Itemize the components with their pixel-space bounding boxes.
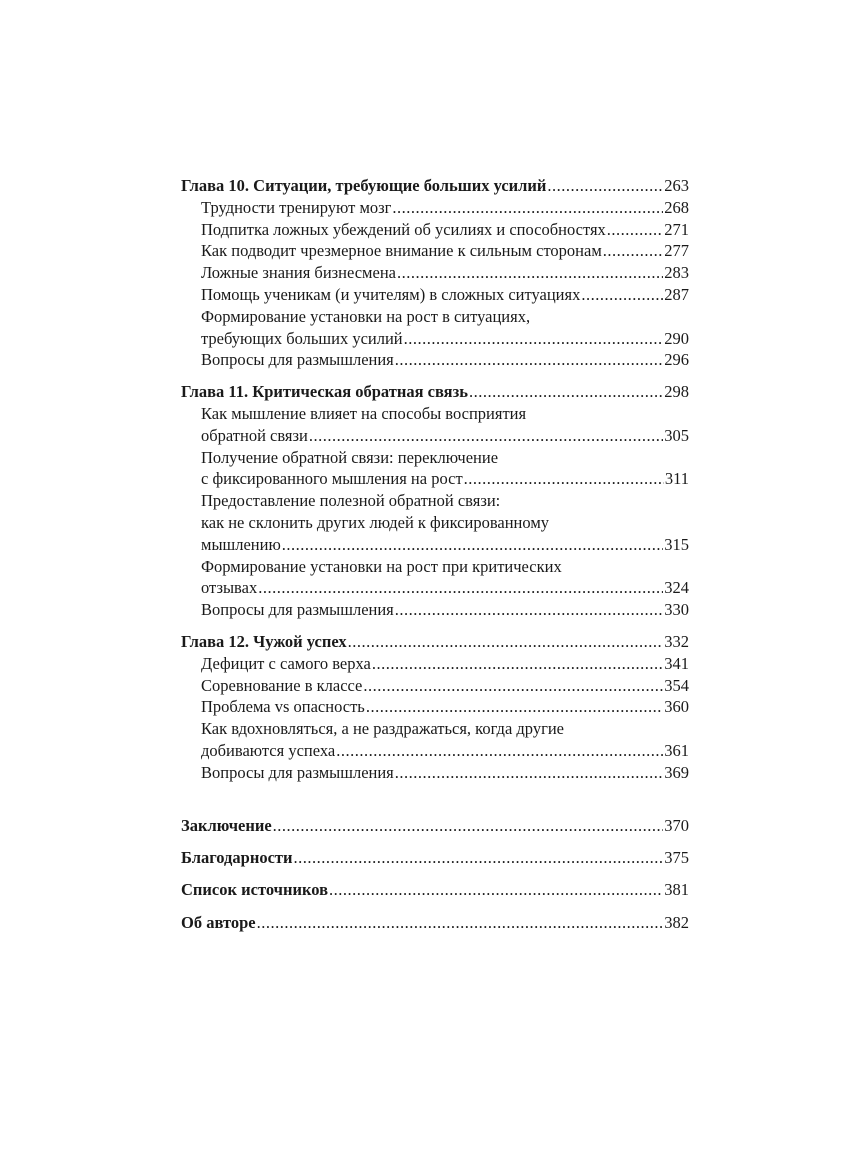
toc-entry-title-line: Как мышление влияет на способы восприятия	[201, 403, 527, 423]
toc-entry[interactable]	[181, 740, 689, 762]
toc-entry-continued-line[interactable]	[181, 447, 689, 469]
toc-back-acknowledgements[interactable]	[181, 847, 689, 869]
toc-entry[interactable]	[181, 577, 689, 599]
toc-page-number: 298	[664, 382, 689, 402]
toc-entry-title: Ложные знания бизнесмена	[201, 263, 396, 283]
toc-leader-dots	[294, 847, 664, 869]
toc-entry-title: Вопросы для размышления	[201, 762, 394, 782]
toc-chapter-11[interactable]	[181, 381, 689, 403]
toc-leader-dots	[547, 175, 663, 197]
toc-entry-title: Соревнование в классе	[201, 675, 363, 695]
toc-chapter-title: Список источников	[181, 880, 329, 900]
toc-page-number: 354	[664, 675, 689, 695]
toc-page-number: 305	[664, 425, 689, 445]
toc-entry-title-line: Предоставление полезной обратной связи:	[201, 491, 501, 511]
spacer	[181, 901, 689, 912]
toc-page-number: 332	[664, 631, 689, 651]
toc-entry-continued-line[interactable]	[181, 490, 689, 512]
toc-page-number: 330	[664, 600, 689, 620]
toc-entry-title: Помощь ученикам (и учителям) в сложных ситуациях	[201, 284, 581, 304]
toc-entry[interactable]	[181, 762, 689, 784]
toc-chapter-title: Заключение	[181, 815, 272, 835]
toc-page-number: 263	[664, 176, 689, 195]
spacer	[181, 371, 689, 381]
toc-leader-dots	[404, 328, 664, 350]
table-of-contents	[181, 175, 689, 933]
toc-leader-dots	[273, 815, 664, 837]
toc-entry-title-line: Как вдохновляться, а не раздражаться, когда другие	[201, 719, 564, 739]
toc-page-number: 287	[664, 284, 689, 304]
toc-entry-title-line: Формирование установки на рост в ситуациях,	[201, 306, 531, 326]
toc-leader-dots	[282, 534, 663, 556]
toc-chapter-12[interactable]	[181, 631, 689, 653]
toc-leader-dots	[258, 577, 663, 599]
toc-entry[interactable]	[181, 219, 689, 241]
toc-leader-dots	[392, 197, 663, 219]
toc-leader-dots	[469, 381, 663, 403]
toc-entry[interactable]	[181, 653, 689, 675]
toc-entry-title: отзывах	[201, 578, 258, 598]
toc-leader-dots	[395, 599, 663, 621]
toc-page-number: 341	[664, 653, 689, 673]
toc-leader-dots	[372, 653, 663, 675]
toc-chapter-title: Глава 12. Чужой успех	[181, 631, 347, 651]
toc-leader-dots	[464, 468, 664, 490]
toc-entry-continued-line[interactable]	[181, 306, 689, 328]
toc-chapter-title: Благодарности	[181, 847, 293, 867]
toc-leader-dots	[395, 762, 663, 784]
toc-page-number: 315	[664, 534, 689, 554]
toc-entry-continued-line[interactable]	[181, 512, 689, 534]
toc-entry[interactable]	[181, 468, 689, 490]
toc-page-number: 382	[664, 912, 689, 932]
toc-leader-dots	[603, 240, 663, 262]
toc-entry-title: Как подводит чрезмерное внимание к сильным сторонам	[201, 241, 602, 261]
toc-chapter-10[interactable]	[181, 175, 689, 197]
spacer	[181, 621, 689, 631]
toc-entry[interactable]	[181, 534, 689, 556]
toc-leader-dots	[366, 696, 663, 718]
toc-entry-title: мышлению	[201, 534, 281, 554]
toc-leader-dots	[581, 284, 663, 306]
toc-entry-title-line: Получение обратной связи: переключение	[201, 447, 499, 467]
toc-leader-dots	[309, 425, 663, 447]
toc-leader-dots	[607, 219, 663, 241]
toc-page-number: 277	[664, 241, 689, 261]
toc-leader-dots	[329, 879, 663, 901]
toc-entry-continued-line[interactable]	[181, 556, 689, 578]
toc-chapter-title: Глава 11. Критическая обратная связь	[181, 382, 468, 402]
toc-page-number: 283	[664, 263, 689, 283]
toc-entry[interactable]	[181, 197, 689, 219]
spacer	[181, 784, 689, 815]
toc-entry[interactable]	[181, 240, 689, 262]
toc-entry-title: Дефицит с самого верха	[201, 653, 371, 673]
toc-entry-title-line: как не склонить других людей к фиксированному	[201, 512, 550, 532]
spacer	[181, 869, 689, 880]
toc-leader-dots	[395, 349, 663, 371]
toc-entry-title: Подпитка ложных убеждений об усилиях и способностях	[201, 219, 606, 239]
toc-page-number: 271	[664, 219, 689, 239]
toc-entry-title: Вопросы для размышления	[201, 350, 394, 370]
toc-page-number: 361	[664, 740, 689, 760]
toc-page-number: 381	[664, 880, 689, 900]
toc-entry-continued-line[interactable]	[181, 403, 689, 425]
toc-entry[interactable]	[181, 328, 689, 350]
toc-page-number: 375	[664, 847, 689, 867]
toc-entry[interactable]	[181, 425, 689, 447]
toc-entry-title-line: Формирование установки на рост при критических	[201, 556, 562, 576]
toc-entry-title: с фиксированного мышления на рост	[201, 469, 463, 489]
toc-page-number: 268	[664, 197, 689, 217]
spacer	[181, 836, 689, 847]
toc-page-number: 324	[664, 578, 689, 598]
toc-entry-title: Трудности тренируют мозг	[201, 197, 392, 217]
toc-back-about-author[interactable]	[181, 912, 689, 934]
toc-entry[interactable]	[181, 349, 689, 371]
toc-page-number: 296	[664, 350, 689, 370]
toc-entry[interactable]	[181, 599, 689, 621]
toc-entry-title: добиваются успеха	[201, 740, 336, 760]
toc-entry-title: Вопросы для размышления	[201, 600, 394, 620]
toc-back-conclusion[interactable]	[181, 815, 689, 837]
toc-chapter-title: Об авторе	[181, 912, 256, 932]
toc-page-number: 290	[664, 328, 689, 348]
toc-page-number: 369	[664, 762, 689, 782]
toc-entry-title: требующих больших усилий	[201, 328, 403, 348]
toc-leader-dots	[336, 740, 663, 762]
toc-page-number: 311	[664, 469, 689, 489]
toc-entry[interactable]	[181, 262, 689, 284]
toc-leader-dots	[397, 262, 663, 284]
toc-page-number: 360	[664, 697, 689, 717]
toc-entry-continued-line[interactable]	[181, 718, 689, 740]
toc-leader-dots	[348, 631, 664, 653]
toc-page-number: 370	[664, 815, 689, 835]
toc-leader-dots	[363, 675, 663, 697]
toc-leader-dots	[257, 912, 664, 934]
toc-entry-title: обратной связи	[201, 425, 308, 445]
toc-entry[interactable]	[181, 696, 689, 718]
toc-entry-title: Проблема vs опасность	[201, 697, 365, 717]
toc-entry[interactable]	[181, 675, 689, 697]
toc-entry[interactable]	[181, 284, 689, 306]
toc-chapter-title: Глава 10. Ситуации, требующие больших усилий	[181, 176, 547, 195]
toc-back-sources[interactable]	[181, 879, 689, 901]
